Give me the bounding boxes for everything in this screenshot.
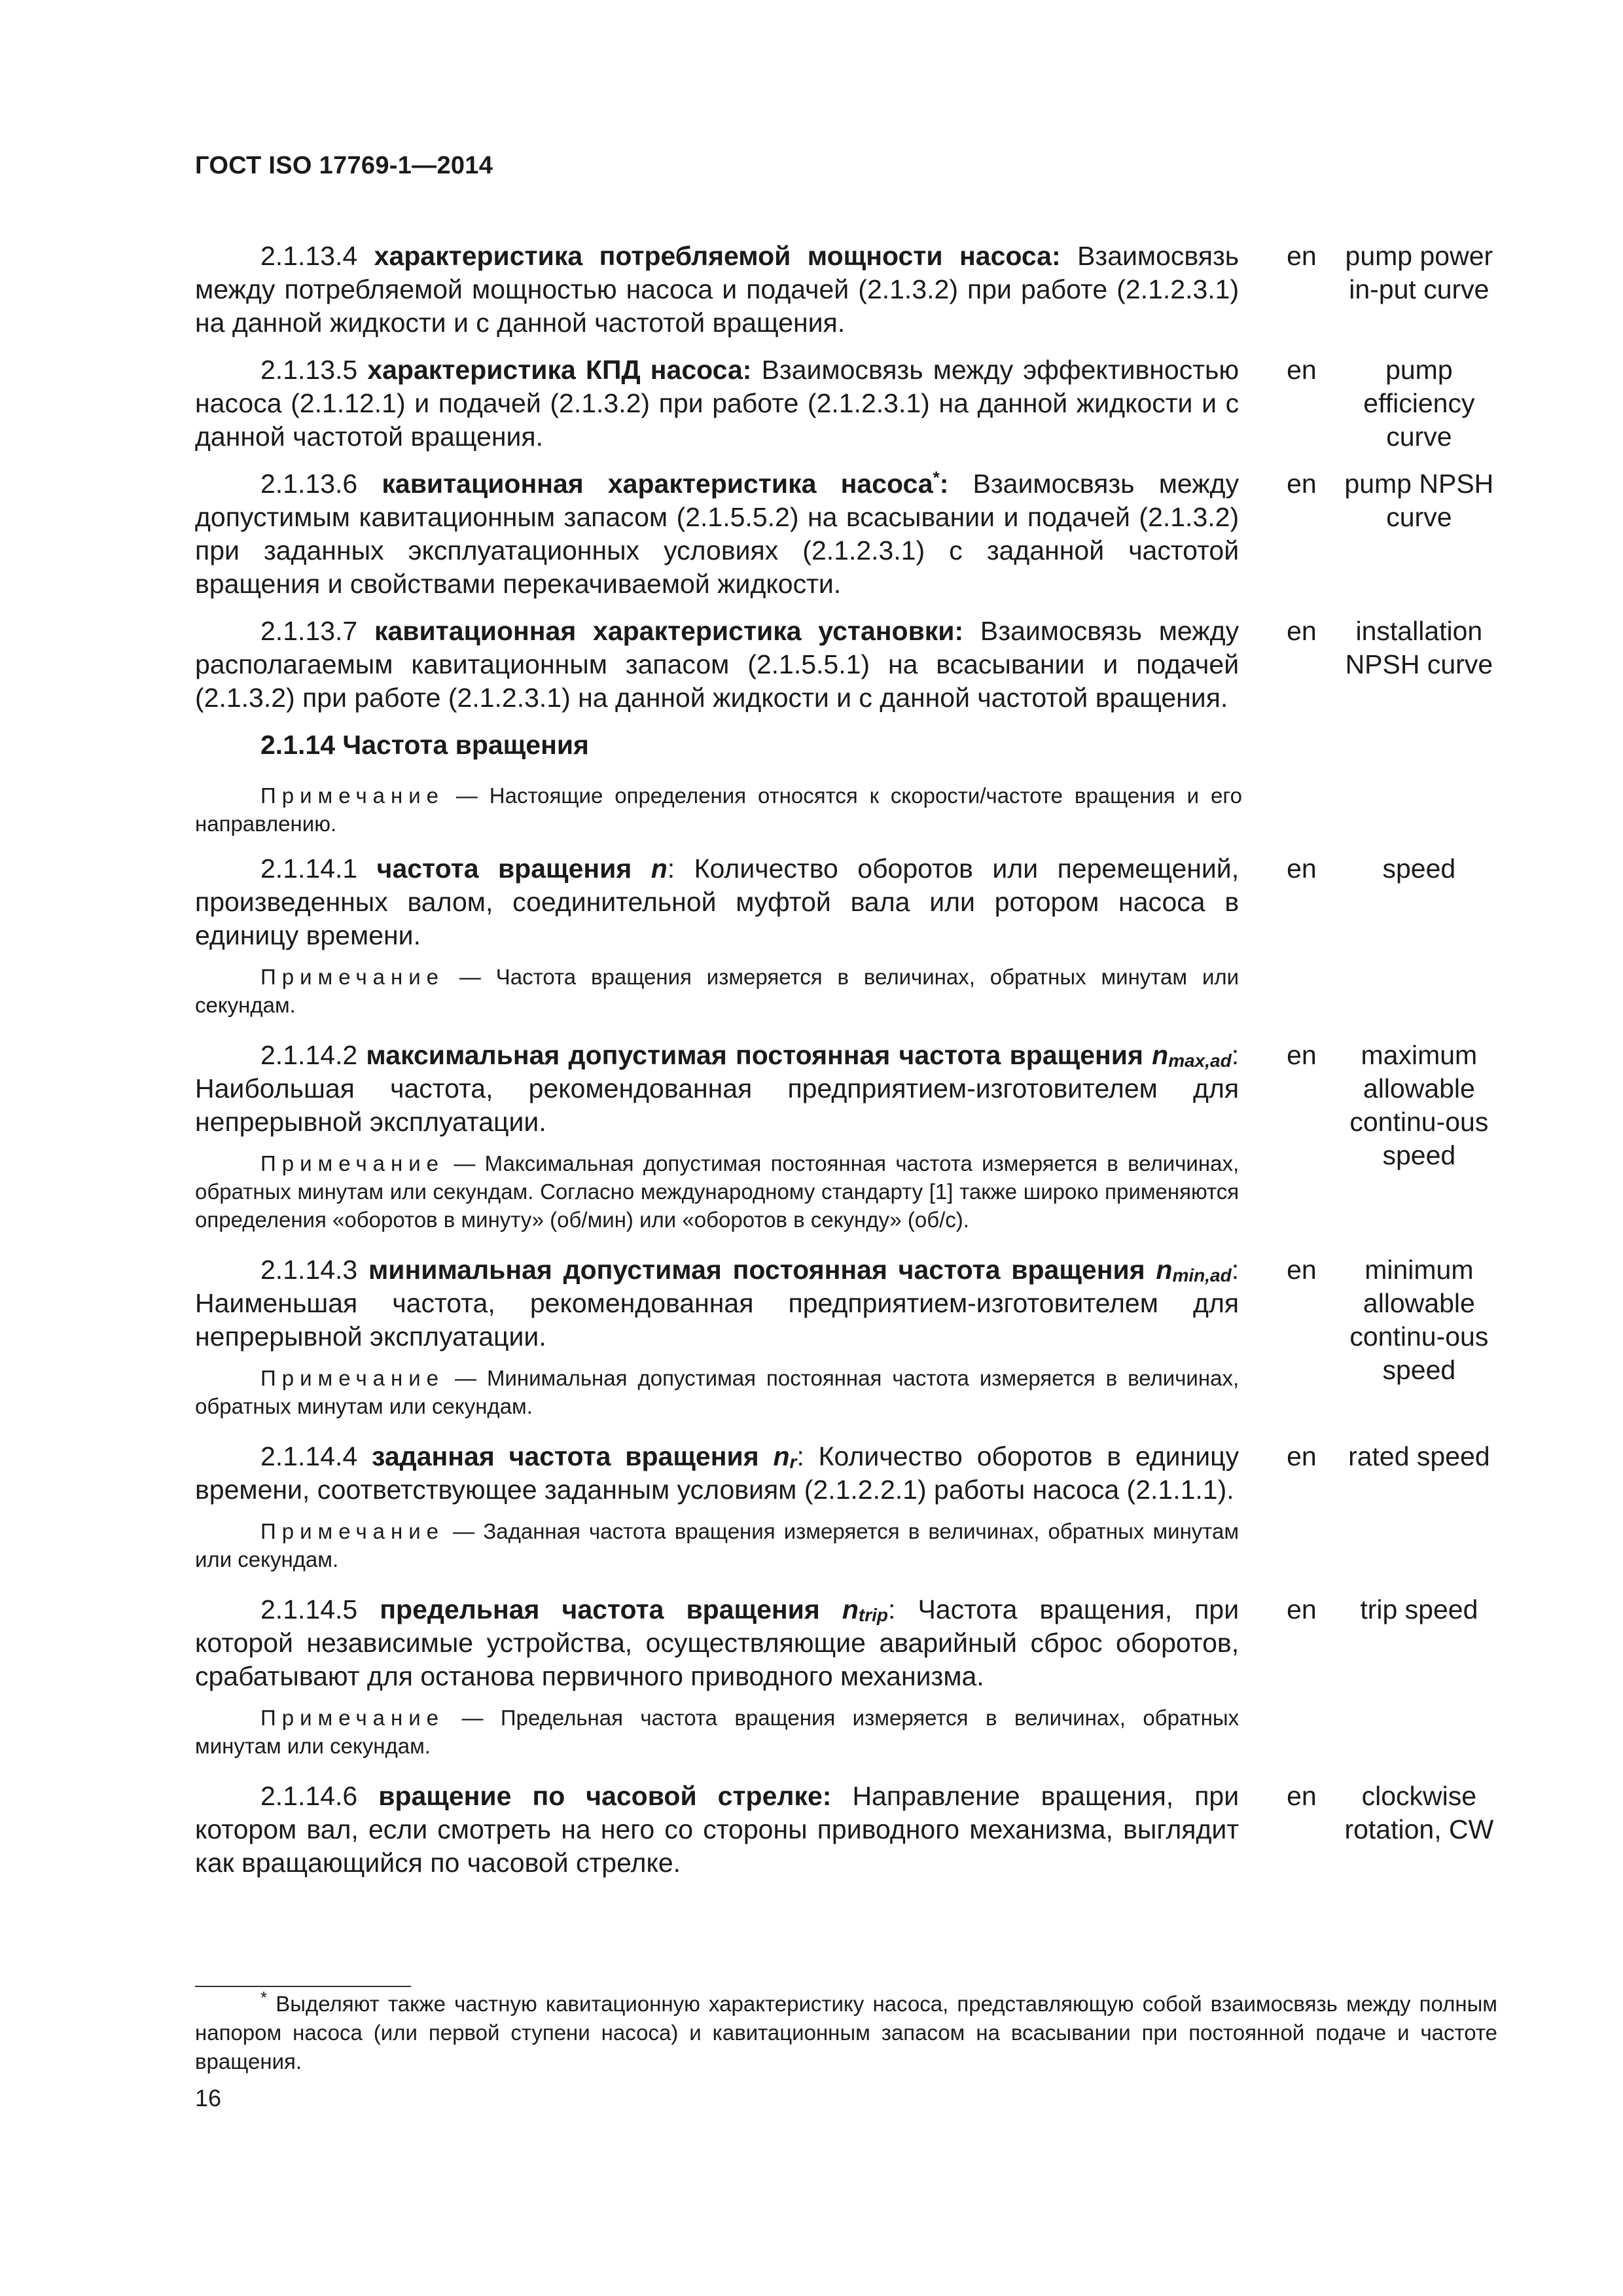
- symbol: n: [651, 853, 668, 884]
- page-number: 16: [195, 2085, 222, 2111]
- term-en: minimum allowable continu-ous speed: [1349, 1255, 1489, 1385]
- language-code: en: [1287, 853, 1317, 884]
- entry-number: 2.1.13.4: [260, 241, 358, 271]
- language-code: en: [1287, 1255, 1317, 1285]
- language-code: en: [1287, 1441, 1317, 1471]
- note-text: — Максимальная допустимая постоянная частота измеряется в величинах, обратных минутам или секундам. Согласно международному стандарту [1] также широко применяются определения «оборотов в минуту» (об/мин) или «оборотов в секунду» (об/с).: [195, 1151, 1240, 1232]
- definition: Взаимосвязь между допустимым кавитационным запасом (2.1.5.5.2) на всасывании и подачей (2.1.3.2) при заданных эксплуатационных условиях (2.1.2.3.1) с заданной частотой вращения и свойствами перекачиваемой жидкости.: [195, 469, 1240, 599]
- term-entry: [195, 353, 1497, 454]
- term-ru: предельная частота вращения: [380, 1594, 842, 1624]
- symbol-subscript: r: [789, 1452, 797, 1472]
- note-label: Примечание: [260, 1519, 445, 1543]
- entry-number: 2.1.13.6: [260, 469, 358, 499]
- term-entry: [195, 1780, 1497, 1880]
- section-title: 2.1.14 Частота вращения: [260, 730, 589, 760]
- entry-note: [195, 1364, 1239, 1420]
- term-ru: кавитационная характеристика насоса: [382, 469, 933, 499]
- entry-note: [195, 1517, 1239, 1573]
- entry-note: [195, 963, 1239, 1019]
- definition: Взаимосвязь между эффективностью насоса (2.1.12.1) и подачей (2.1.3.2) при работе (2.1.2.3.1) на данной жидкости и с данной частотой вращения.: [195, 355, 1240, 452]
- term-en: trip speed: [1360, 1594, 1478, 1624]
- term-entry: [195, 467, 1497, 601]
- section-note: [195, 781, 1242, 838]
- term-ru: частота вращения: [376, 853, 651, 884]
- entry-number: 2.1.14.4: [260, 1441, 358, 1471]
- term-en: pump efficiency curve: [1363, 355, 1475, 452]
- term-entry: [195, 615, 1497, 715]
- note-label: Примечание: [260, 783, 445, 808]
- footnote: [195, 1990, 1497, 2076]
- term-ru: характеристика КПД насоса:: [367, 355, 752, 385]
- footnote-text: Выделяют также частную кавитационную характеристику насоса, представляющую собой взаимосвязь между полным напором насоса (или первой ступени насоса) и кавитационным запасом на всасывании при постоянной подаче и частоте вращения.: [195, 1992, 1497, 2073]
- note-text: — Заданная частота вращения измеряется в величинах, обратных минутам или секундам.: [195, 1519, 1240, 1571]
- term-en: speed: [1382, 853, 1456, 884]
- definition: : Наибольшая частота, рекомендованная предприятием-изготовителем для непрерывной эксплуатации.: [195, 1040, 1240, 1137]
- term-ru: кавитационная характеристика установки:: [374, 616, 964, 646]
- symbol-subscript: max,ad: [1168, 1050, 1232, 1071]
- entry-number: 2.1.14.6: [260, 1781, 358, 1811]
- term-en: clockwise rotation, CW: [1344, 1781, 1494, 1844]
- entry-number: 2.1.14.3: [260, 1255, 358, 1285]
- definition: Взаимосвязь между располагаемым кавитационным запасом (2.1.5.5.1) на всасывании и подачей (2.1.3.2) при работе (2.1.2.3.1) на данной жидкости и с данной частотой вращения.: [195, 616, 1240, 713]
- language-code: en: [1287, 469, 1317, 499]
- entry-note: [195, 1704, 1239, 1760]
- note-text: — Настоящие определения относятся к скорости/частоте вращения и его направлению.: [195, 783, 1242, 836]
- entry-text: [195, 1780, 1239, 1880]
- entry-text: [195, 852, 1239, 952]
- term-entry: [195, 1039, 1497, 1248]
- entry-text: [195, 240, 1239, 340]
- definition: Направление вращения, при котором вал, если смотреть на него со стороны приводного механизма, выглядит как вращающийся по часовой стрелке.: [195, 1781, 1240, 1878]
- note-text: — Предельная частота вращения измеряется в величинах, обратных минутам или секундам.: [195, 1706, 1240, 1758]
- definition: Взаимосвязь между потребляемой мощностью насоса и подачей (2.1.3.2) при работе (2.1.2.3.1) на данной жидкости и с данной частотой вращения.: [195, 241, 1240, 338]
- entry-block: [195, 852, 1239, 1033]
- definition: : Частота вращения, при которой независимые устройства, осуществляющие аварийный сброс оборотов, срабатывают для останова первичного приводного механизма.: [195, 1594, 1240, 1691]
- entry-block: [195, 1780, 1239, 1880]
- language-code: en: [1287, 241, 1317, 271]
- term-entry: [195, 1440, 1497, 1588]
- term-entry: [195, 240, 1497, 340]
- definition: : Количество оборотов в единицу времени, соответствующее заданным условиям (2.1.2.2.1) работы насоса (2.1.1.1).: [195, 1441, 1240, 1505]
- entry-text: [195, 353, 1239, 454]
- note-text: — Минимальная допустимая постоянная частота измеряется в величинах, обратных минутам или секундам.: [195, 1366, 1240, 1418]
- entry-text: [195, 1440, 1239, 1507]
- term-en: maximum allowable continu-ous speed: [1349, 1040, 1489, 1170]
- term-ru: минимальная допустимая постоянная частота вращения: [368, 1255, 1156, 1285]
- note-label: Примечание: [260, 1366, 445, 1390]
- symbol: n: [842, 1594, 859, 1624]
- entry-block: [195, 1253, 1239, 1435]
- language-code: en: [1287, 1594, 1317, 1624]
- term-en: rated speed: [1348, 1441, 1490, 1471]
- footnote-marker[interactable]: *: [933, 467, 940, 488]
- note-text: — Частота вращения измеряется в величинах, обратных минутам или секундам.: [195, 965, 1240, 1017]
- entry-note: [195, 1149, 1239, 1234]
- entry-number: 2.1.14.1: [260, 853, 358, 884]
- language-code: en: [1287, 1040, 1317, 1070]
- footnote-separator: [195, 1986, 411, 1987]
- term-en: installation NPSH curve: [1345, 616, 1493, 679]
- note-label: Примечание: [260, 965, 445, 989]
- entry-text: [195, 1593, 1239, 1693]
- term-ru: максимальная допустимая постоянная частота вращения: [366, 1040, 1152, 1070]
- term-en: pump NPSH curve: [1344, 469, 1494, 532]
- entry-block: [195, 1593, 1239, 1774]
- entry-text: [195, 467, 1239, 601]
- footnote-mark: *: [260, 1988, 268, 2007]
- symbol: n: [1152, 1040, 1169, 1070]
- entry-block: [195, 1039, 1239, 1248]
- note-label: Примечание: [260, 1706, 445, 1730]
- section-heading: [195, 728, 1242, 762]
- term-ru: заданная частота вращения: [372, 1441, 774, 1471]
- entry-number: 2.1.14.5: [260, 1594, 358, 1624]
- note-label: Примечание: [260, 1151, 445, 1175]
- term-entry: [195, 1593, 1497, 1774]
- entry-block: [195, 1440, 1239, 1588]
- term-en: pump power in-put curve: [1345, 241, 1493, 304]
- definition: : Наименьшая частота, рекомендованная предприятием-изготовителем для непрерывной эксплуатации.: [195, 1255, 1240, 1352]
- language-code: en: [1287, 355, 1317, 385]
- symbol: n: [1156, 1255, 1173, 1285]
- entry-text: [195, 1253, 1239, 1354]
- entry-text: [195, 1039, 1239, 1139]
- definition: : Количество оборотов или перемещений, произведенных валом, соединительной муфтой вала или ротором насоса в единицу времени.: [195, 853, 1240, 950]
- entry-number: 2.1.13.5: [260, 355, 358, 385]
- language-code: en: [1287, 616, 1317, 646]
- symbol-subscript: min,ad: [1172, 1265, 1232, 1285]
- document-body: [195, 240, 1497, 1885]
- entry-number: 2.1.13.7: [260, 616, 358, 646]
- term-ru: вращение по часовой стрелке:: [378, 1781, 832, 1811]
- term-colon: :: [939, 469, 949, 499]
- term-ru: характеристика потребляемой мощности насоса:: [374, 241, 1061, 271]
- document-code-header: ГОСТ ISO 17769-1—2014: [195, 152, 493, 179]
- entry-text: [195, 615, 1239, 715]
- symbol-subscript: trip: [858, 1605, 889, 1625]
- term-entry: [195, 852, 1497, 1033]
- language-code: en: [1287, 1781, 1317, 1811]
- symbol: n: [773, 1441, 790, 1471]
- entry-number: 2.1.14.2: [260, 1040, 358, 1070]
- term-entry: [195, 1253, 1497, 1435]
